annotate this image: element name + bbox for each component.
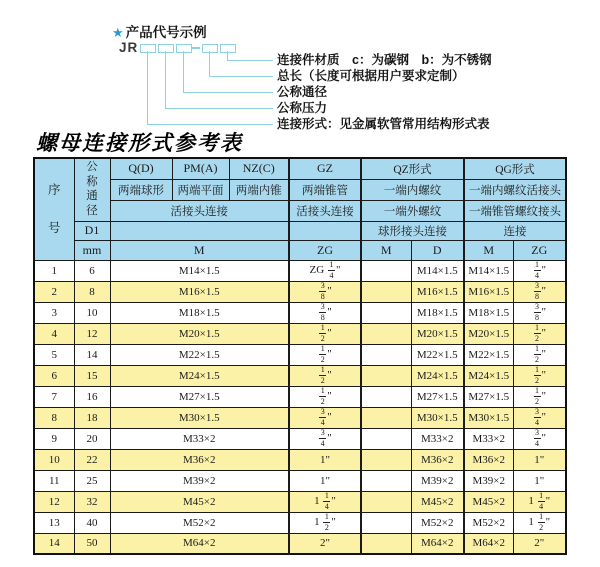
cell-qg_zg: 1" [513, 449, 566, 470]
fraction-value: $\frac{1}{2}$ [320, 365, 325, 385]
cell-m: M39×2 [110, 470, 289, 491]
cell-qz_m [361, 386, 411, 407]
fraction-value: $\frac{1}{4}$ [535, 260, 539, 280]
header-end-type-pma: 两端平面 [172, 179, 229, 200]
cell-qz_m [361, 344, 411, 365]
cell-qz_m [361, 470, 411, 491]
cell-m: M18×1.5 [110, 302, 289, 323]
diagram-label-1: 连接件材质 c：为碳钢 b：为不锈钢 [277, 53, 492, 67]
fraction-value: $\frac{1}{4}$ [324, 491, 329, 511]
table-row-14 [34, 533, 566, 554]
cell-gz: $\frac{1}{2}$ " [289, 386, 361, 407]
diagram-label-5: 连接形式：见金属软管常用结构形式表 [277, 117, 490, 131]
cell-m: M24×1.5 [110, 365, 289, 386]
header-group-qg: QG形式 [464, 158, 566, 179]
cell-qg_m: M39×2 [464, 470, 513, 491]
cell-qg_zg: $\frac{1}{2}$ " [513, 344, 566, 365]
header-empty-left [110, 221, 289, 240]
fraction-value: $\frac{1}{2}$ [535, 323, 539, 343]
header-qg-zg: ZG [513, 240, 566, 260]
cell-qz_m [361, 512, 411, 533]
cell-m: M45×2 [110, 491, 289, 512]
cell-qz_m [361, 281, 411, 302]
cell-qg_m: M33×2 [464, 428, 513, 449]
cell-dn: 14 [74, 344, 110, 365]
cell-qz_d: M39×2 [411, 470, 464, 491]
cell-gz: $\frac{3}{8}$ " [289, 281, 361, 302]
cell-qg_zg: $\frac{1}{2}$ " [513, 386, 566, 407]
cell-no: 4 [34, 323, 74, 344]
table-row-10 [34, 449, 566, 470]
cell-gz: $\frac{3}{4}$ " [289, 407, 361, 428]
cell-qg_m: M27×1.5 [464, 386, 513, 407]
table-row-5 [34, 344, 566, 365]
header-qz-m: M [361, 240, 411, 260]
cell-no: 5 [34, 344, 74, 365]
cell-no: 11 [34, 470, 74, 491]
cell-no: 2 [34, 281, 74, 302]
cell-m: M16×1.5 [110, 281, 289, 302]
fraction-value: $\frac{1}{2}$ [324, 512, 329, 532]
header-connection-gz: 活接头连接 [289, 200, 361, 221]
header-connection-qg: 一端锥管螺纹接头 [464, 200, 566, 221]
cell-qz_d: M52×2 [411, 512, 464, 533]
page-title: 螺母连接形式参考表 [36, 131, 243, 155]
cell-qz_m [361, 302, 411, 323]
table-row-1 [34, 260, 566, 281]
fraction-value: $\frac{3}{8}$ [320, 281, 325, 301]
cell-qz_d: M64×2 [411, 533, 464, 554]
header-end-type-qz: 一端内螺纹 [361, 179, 464, 200]
cell-qg_zg: $\frac{3}{4}$ " [513, 428, 566, 449]
cell-dn: 32 [74, 491, 110, 512]
header-row-2 [34, 179, 566, 200]
cell-dn: 16 [74, 386, 110, 407]
cell-qg_zg: $\frac{3}{8}$ " [513, 302, 566, 323]
cell-gz: 1" [289, 470, 361, 491]
table-row-3 [34, 302, 566, 323]
cell-gz: $\frac{1}{2}$ " [289, 365, 361, 386]
cell-m: M30×1.5 [110, 407, 289, 428]
cell-qz_d: M20×1.5 [411, 323, 464, 344]
cell-no: 6 [34, 365, 74, 386]
header-empty-gz [289, 221, 361, 240]
diagram-label-3: 公称通径 [277, 85, 328, 99]
fraction-value: $\frac{1}{4}$ [539, 491, 544, 511]
header-mm: mm [74, 240, 110, 260]
cell-qg_m: M64×2 [464, 533, 513, 554]
cell-dn: 15 [74, 365, 110, 386]
cell-no: 3 [34, 302, 74, 323]
cell-dn: 22 [74, 449, 110, 470]
table-row-2 [34, 281, 566, 302]
cell-dn: 50 [74, 533, 110, 554]
header-end-type-nzc: 两端内锥 [229, 179, 289, 200]
fraction-value: $\frac{1}{2}$ [539, 512, 544, 532]
cell-m: M20×1.5 [110, 323, 289, 344]
header-connection-union: 活接头连接 [110, 200, 289, 221]
cell-qg_m: M30×1.5 [464, 407, 513, 428]
cell-qg_zg: 1 $\frac{1}{4}$ " [513, 491, 566, 512]
cell-m: M22×1.5 [110, 344, 289, 365]
cell-gz: $\frac{3}{8}$ " [289, 302, 361, 323]
cell-qg_m: M14×1.5 [464, 260, 513, 281]
diagram-label-2: 总长（长度可根据用户要求定制） [277, 69, 465, 83]
cell-qz_m [361, 407, 411, 428]
cell-dn: 20 [74, 428, 110, 449]
cell-qz_d: M36×2 [411, 449, 464, 470]
header-end-type-gz: 两端锥管 [289, 179, 361, 200]
header-group-nzc: NZ(C) [229, 158, 289, 179]
cell-m: M36×2 [110, 449, 289, 470]
cell-qg_m: M52×2 [464, 512, 513, 533]
cell-qz_m [361, 491, 411, 512]
cell-no: 9 [34, 428, 74, 449]
header-row-3 [34, 200, 566, 221]
fraction-value: $\frac{3}{4}$ [535, 407, 539, 427]
cell-gz: 1" [289, 449, 361, 470]
fraction-value: $\frac{3}{8}$ [535, 281, 539, 301]
cell-gz: 2" [289, 533, 361, 554]
cell-dn: 18 [74, 407, 110, 428]
cell-qz_d: M33×2 [411, 428, 464, 449]
cell-qz_m [361, 533, 411, 554]
table-row-8 [34, 407, 566, 428]
table-row-4 [34, 323, 566, 344]
table-row-13 [34, 512, 566, 533]
table-row-7 [34, 386, 566, 407]
cell-qz_d: M14×1.5 [411, 260, 464, 281]
star-icon: ★ [112, 25, 124, 40]
cell-dn: 25 [74, 470, 110, 491]
cell-dn: 10 [74, 302, 110, 323]
header-diameter: 公 称 通 径 [74, 158, 110, 221]
cell-qz_m [361, 260, 411, 281]
cell-qz_d: M18×1.5 [411, 302, 464, 323]
diagram-title [112, 21, 207, 41]
fraction-value: $\frac{1}{2}$ [535, 386, 539, 406]
cell-qz_m [361, 449, 411, 470]
header-thread-zg: ZG [289, 240, 361, 260]
cell-dn: 8 [74, 281, 110, 302]
header-qz-d: D [411, 240, 464, 260]
fraction-value: $\frac{3}{8}$ [535, 302, 539, 322]
table-row-11 [34, 470, 566, 491]
cell-m: M52×2 [110, 512, 289, 533]
header-row-4 [34, 221, 566, 240]
cell-qz_m [361, 365, 411, 386]
header-row-5 [34, 240, 566, 260]
cell-qg_zg: $\frac{1}{2}$ " [513, 323, 566, 344]
cell-qz_d: M45×2 [411, 491, 464, 512]
nut-connection-reference-table [33, 157, 567, 555]
cell-qg_zg: 2" [513, 533, 566, 554]
header-connection-qz: 一端外螺纹 [361, 200, 464, 221]
cell-no: 7 [34, 386, 74, 407]
cell-qz_d: M30×1.5 [411, 407, 464, 428]
fraction-value: $\frac{1}{2}$ [320, 323, 325, 343]
cell-qg_zg: $\frac{1}{2}$ " [513, 365, 566, 386]
cell-qg_zg: $\frac{1}{4}$ " [513, 260, 566, 281]
header-ball-joint: 球形接头连接 [361, 221, 464, 240]
table-row-6 [34, 365, 566, 386]
code-dash [192, 47, 200, 49]
cell-qg_zg: 1" [513, 470, 566, 491]
cell-qz_d: M27×1.5 [411, 386, 464, 407]
callout-line-5 [147, 51, 273, 125]
fraction-value: $\frac{3}{4}$ [320, 407, 325, 427]
cell-gz: ZG $\frac{1}{4}$ " [289, 260, 361, 281]
cell-m: M64×2 [110, 533, 289, 554]
cell-qg_m: M16×1.5 [464, 281, 513, 302]
cell-dn: 6 [74, 260, 110, 281]
cell-gz: 1 $\frac{1}{2}$ " [289, 512, 361, 533]
cell-qg_m: M24×1.5 [464, 365, 513, 386]
cell-qz_d: M16×1.5 [411, 281, 464, 302]
cell-no: 10 [34, 449, 74, 470]
cell-qg_zg: $\frac{3}{4}$ " [513, 407, 566, 428]
cell-no: 12 [34, 491, 74, 512]
header-connect: 连接 [464, 221, 566, 240]
cell-gz: 1 $\frac{1}{4}$ " [289, 491, 361, 512]
cell-no: 1 [34, 260, 74, 281]
fraction-value: $\frac{1}{2}$ [535, 365, 539, 385]
cell-no: 8 [34, 407, 74, 428]
cell-qg_m: M22×1.5 [464, 344, 513, 365]
cell-qg_m: M18×1.5 [464, 302, 513, 323]
cell-qg_zg: $\frac{3}{8}$ " [513, 281, 566, 302]
header-group-pma: PM(A) [172, 158, 229, 179]
cell-qg_m: M45×2 [464, 491, 513, 512]
header-group-qd: Q(D) [110, 158, 172, 179]
header-group-gz: GZ [289, 158, 361, 179]
cell-qg_zg: 1 $\frac{1}{2}$ " [513, 512, 566, 533]
cell-dn: 40 [74, 512, 110, 533]
cell-gz: $\frac{1}{2}$ " [289, 344, 361, 365]
cell-qg_m: M36×2 [464, 449, 513, 470]
diagram-label-4: 公称压力 [277, 101, 328, 115]
cell-qz_m [361, 428, 411, 449]
fraction-value: $\frac{1}{2}$ [320, 386, 325, 406]
product-code-prefix: JR [119, 40, 139, 55]
header-qg-m: M [464, 240, 513, 260]
cell-no: 14 [34, 533, 74, 554]
cell-m: M33×2 [110, 428, 289, 449]
fraction-value: $\frac{1}{2}$ [320, 344, 325, 364]
header-end-type-qd: 两端球形 [110, 179, 172, 200]
table-row-9 [34, 428, 566, 449]
header-end-type-qg: 一端内螺纹活接头 [464, 179, 566, 200]
fraction-value: $\frac{3}{8}$ [320, 302, 325, 322]
cell-m: M27×1.5 [110, 386, 289, 407]
cell-dn: 12 [74, 323, 110, 344]
header-serial: 序 号 [34, 158, 74, 260]
cell-gz: $\frac{1}{2}$ " [289, 323, 361, 344]
header-row-1 [34, 158, 566, 179]
cell-gz: $\frac{3}{4}$ " [289, 428, 361, 449]
cell-qg_m: M20×1.5 [464, 323, 513, 344]
cell-qz_m [361, 323, 411, 344]
table-row-12 [34, 491, 566, 512]
header-d1: D1 [74, 221, 110, 240]
fraction-value: $\frac{3}{4}$ [535, 428, 539, 448]
fraction-value: $\frac{3}{4}$ [320, 428, 325, 448]
header-group-qz: QZ形式 [361, 158, 464, 179]
fraction-value: $\frac{1}{2}$ [535, 344, 539, 364]
header-thread-m: M [110, 240, 289, 260]
cell-no: 13 [34, 512, 74, 533]
diagram-title-text: 产品代号示例 [125, 25, 207, 40]
cell-qz_d: M24×1.5 [411, 365, 464, 386]
cell-m: M14×1.5 [110, 260, 289, 281]
cell-qz_d: M22×1.5 [411, 344, 464, 365]
fraction-value: $\frac{1}{4}$ [329, 260, 334, 280]
